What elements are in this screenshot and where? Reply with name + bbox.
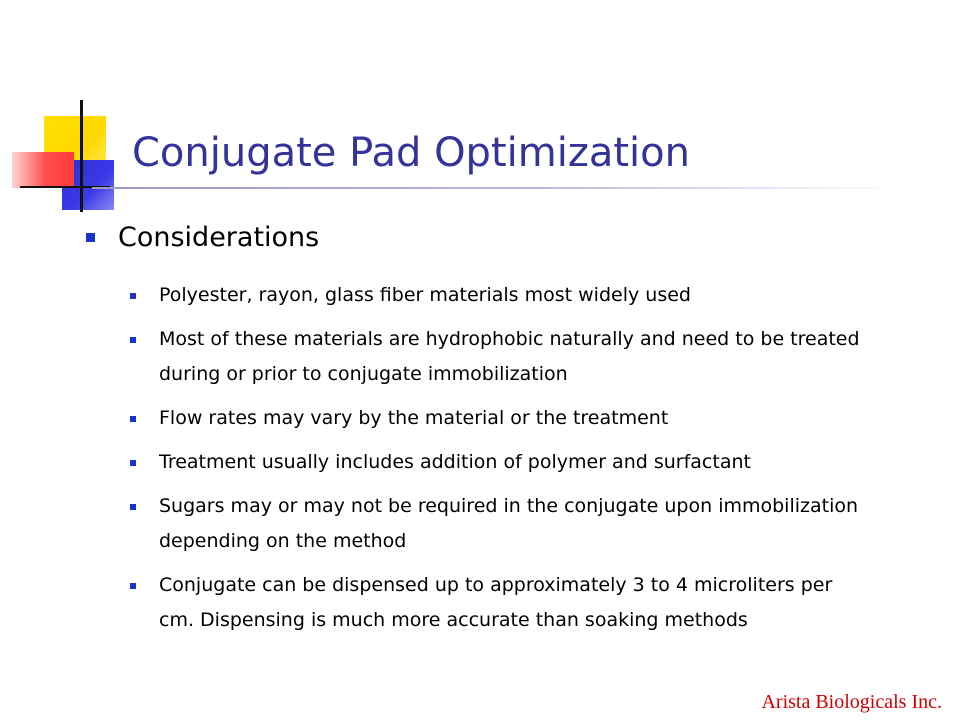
considerations-list xyxy=(130,278,870,647)
square-bullet-icon xyxy=(130,460,136,466)
list-item xyxy=(130,445,870,480)
list-item xyxy=(130,322,870,392)
list-item xyxy=(130,278,870,313)
square-bullet-icon xyxy=(86,233,95,242)
list-item-text: Treatment usually includes addition of polymer and surfactant xyxy=(159,451,751,473)
list-item-text: Most of these materials are hydrophobic naturally and need to be treated during or prior to conjugate immobilization xyxy=(159,328,860,385)
list-item xyxy=(130,568,870,638)
heading-text: Considerations xyxy=(118,222,320,253)
list-item-text: Sugars may or may not be required in the conjugate upon immobilization depending on the method xyxy=(159,495,859,552)
square-bullet-icon xyxy=(130,416,136,422)
list-item-text: Conjugate can be dispensed up to approximately 3 to 4 microliters per cm. Dispensing is much more accurate than soaking methods xyxy=(159,574,833,631)
title-underline xyxy=(92,187,900,189)
slide-title: Conjugate Pad Optimization xyxy=(132,130,690,176)
decorative-logo-graphic xyxy=(0,0,140,230)
logo-red-square xyxy=(12,152,74,188)
square-bullet-icon xyxy=(130,504,136,510)
list-item-text: Polyester, rayon, glass fiber materials most widely used xyxy=(159,284,691,306)
list-item xyxy=(130,489,870,559)
considerations-heading xyxy=(86,222,319,253)
square-bullet-icon xyxy=(130,583,136,589)
square-bullet-icon xyxy=(130,337,136,343)
list-item-text: Flow rates may vary by the material or the treatment xyxy=(159,407,669,429)
list-item xyxy=(130,401,870,436)
logo-vertical-line xyxy=(80,100,83,212)
company-footer: Arista Biologicals Inc. xyxy=(761,691,942,713)
square-bullet-icon xyxy=(130,293,136,299)
